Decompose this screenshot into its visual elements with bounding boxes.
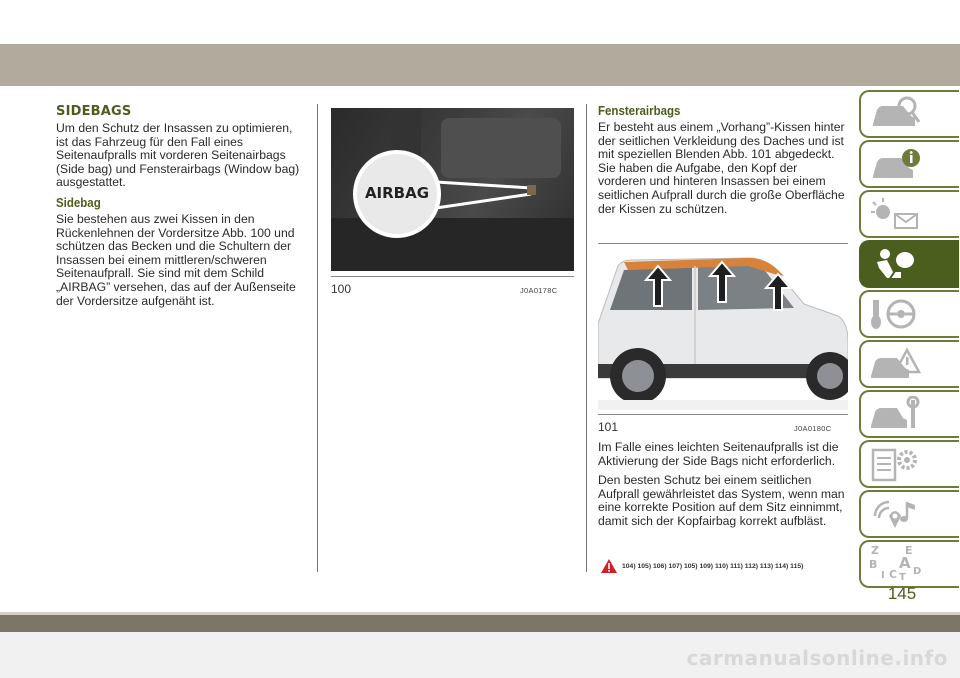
tab-alphabet-index[interactable] bbox=[859, 540, 959, 588]
tab-key-steering-wheel[interactable] bbox=[859, 290, 959, 338]
figure-101-top-rule bbox=[598, 243, 848, 244]
alphabet-index-icon bbox=[869, 544, 929, 584]
subheading-window-airbags: Fensterairbags bbox=[598, 104, 681, 118]
column-3-lower-text bbox=[598, 441, 848, 535]
figure-100-rule bbox=[331, 276, 574, 277]
column-divider-2 bbox=[586, 104, 587, 572]
column-divider-1 bbox=[317, 104, 318, 572]
tab-warning-lights[interactable] bbox=[859, 190, 959, 238]
page-number: 145 bbox=[887, 584, 917, 603]
figure-101-code: J0A0180C bbox=[794, 424, 832, 433]
index-letter: Z bbox=[871, 544, 879, 557]
figure-101-suv-window-airbag bbox=[598, 252, 848, 410]
warning-lights-icon bbox=[867, 196, 923, 234]
index-letter: A bbox=[899, 554, 911, 572]
tab-specs-gear[interactable] bbox=[859, 440, 959, 488]
tab-car-magnifier[interactable] bbox=[859, 90, 959, 138]
sidebag-paragraph: Sie bestehen aus zwei Kissen in den Rückenlehnen der Vordersitze Abb. 100 und schützen das Becken und die Schultern der Insassen bei einem mittleren/schweren Seitenaufprall. Sie sind mit dem Schild „AIRBAG” versehen, das auf der Außenseite der Vordersitze aufgenäht ist. bbox=[56, 211, 296, 308]
index-letter: D bbox=[913, 566, 922, 577]
specs-gear-icon bbox=[867, 446, 923, 484]
window-airbag-paragraph: Er besteht aus einem „Vorhang”-Kissen hinter der seitlichen Verkleidung des Daches und ist mit speziellen Blenden Abb. 101 abgedeckt. Sie haben die Aufgabe, den Kopf der vorderen und hinteren Insassen bei einem seitlichen Aufprall durch die große Oberfläche der Kissen zu schützen. bbox=[598, 120, 845, 216]
suv-illustration bbox=[598, 252, 848, 410]
top-header-band bbox=[0, 44, 960, 86]
best-protection-paragraph: Den besten Schutz bei einem seitlichen Aufprall gewährleistet das System, wenn man eine korrekte Position auf dem Sitz einnimmt, damit sich der Kopfairbag korrekt aufbläst. bbox=[598, 473, 845, 528]
light-impact-paragraph: Im Falle eines leichten Seitenaufpralls ist die Aktivierung der Side Bags nicht erforderlich. bbox=[598, 440, 839, 468]
figure-101-rule bbox=[598, 414, 848, 415]
index-letter: I bbox=[881, 570, 885, 581]
figure-100-code: J0A0178C bbox=[520, 286, 558, 295]
multimedia-icon bbox=[867, 496, 923, 534]
column-sidebags bbox=[56, 104, 300, 314]
warning-reference-list: 104) 105) 106) 107) 105) 109) 110) 111) 112) 113) 114) 115) bbox=[622, 563, 804, 570]
index-letter: C bbox=[889, 568, 898, 581]
tab-car-emergency[interactable] bbox=[859, 340, 959, 388]
figure-101-number: 101 bbox=[598, 420, 619, 434]
column-window-airbags bbox=[598, 104, 848, 222]
warning-triangle-icon bbox=[600, 558, 618, 574]
car-wrench-icon bbox=[867, 396, 923, 434]
intro-paragraph: Um den Schutz der Insassen zu optimieren, ist das Fahrzeug für den Fall eines Seitenaufpralls mit vorderen Seitenairbags (Side bag) und Fensterairbags (Window bag) ausgestattet. bbox=[56, 121, 300, 190]
index-letter: E bbox=[905, 544, 913, 557]
seat-airbag-icon bbox=[867, 246, 923, 284]
watermark-text[interactable]: carmanualsonline.info bbox=[686, 646, 948, 670]
section-heading: SIDEBAGS bbox=[56, 104, 132, 119]
figure-100-number: 100 bbox=[331, 282, 352, 296]
tab-car-wrench[interactable] bbox=[859, 390, 959, 438]
tab-multimedia[interactable] bbox=[859, 490, 959, 538]
car-emergency-icon bbox=[867, 346, 923, 384]
warning-references bbox=[598, 558, 858, 576]
airbag-label: AIRBAG bbox=[364, 184, 430, 202]
figure-100-seat-airbag bbox=[331, 108, 574, 271]
car-info-icon bbox=[867, 146, 923, 184]
index-letter: T bbox=[899, 572, 906, 583]
tab-seat-airbag[interactable] bbox=[859, 240, 959, 288]
car-magnifier-icon bbox=[867, 96, 923, 134]
key-steering-wheel-icon bbox=[867, 296, 923, 334]
index-letter: B bbox=[869, 558, 878, 571]
tab-car-info[interactable] bbox=[859, 140, 959, 188]
subheading-sidebag: Sidebag bbox=[56, 195, 101, 210]
